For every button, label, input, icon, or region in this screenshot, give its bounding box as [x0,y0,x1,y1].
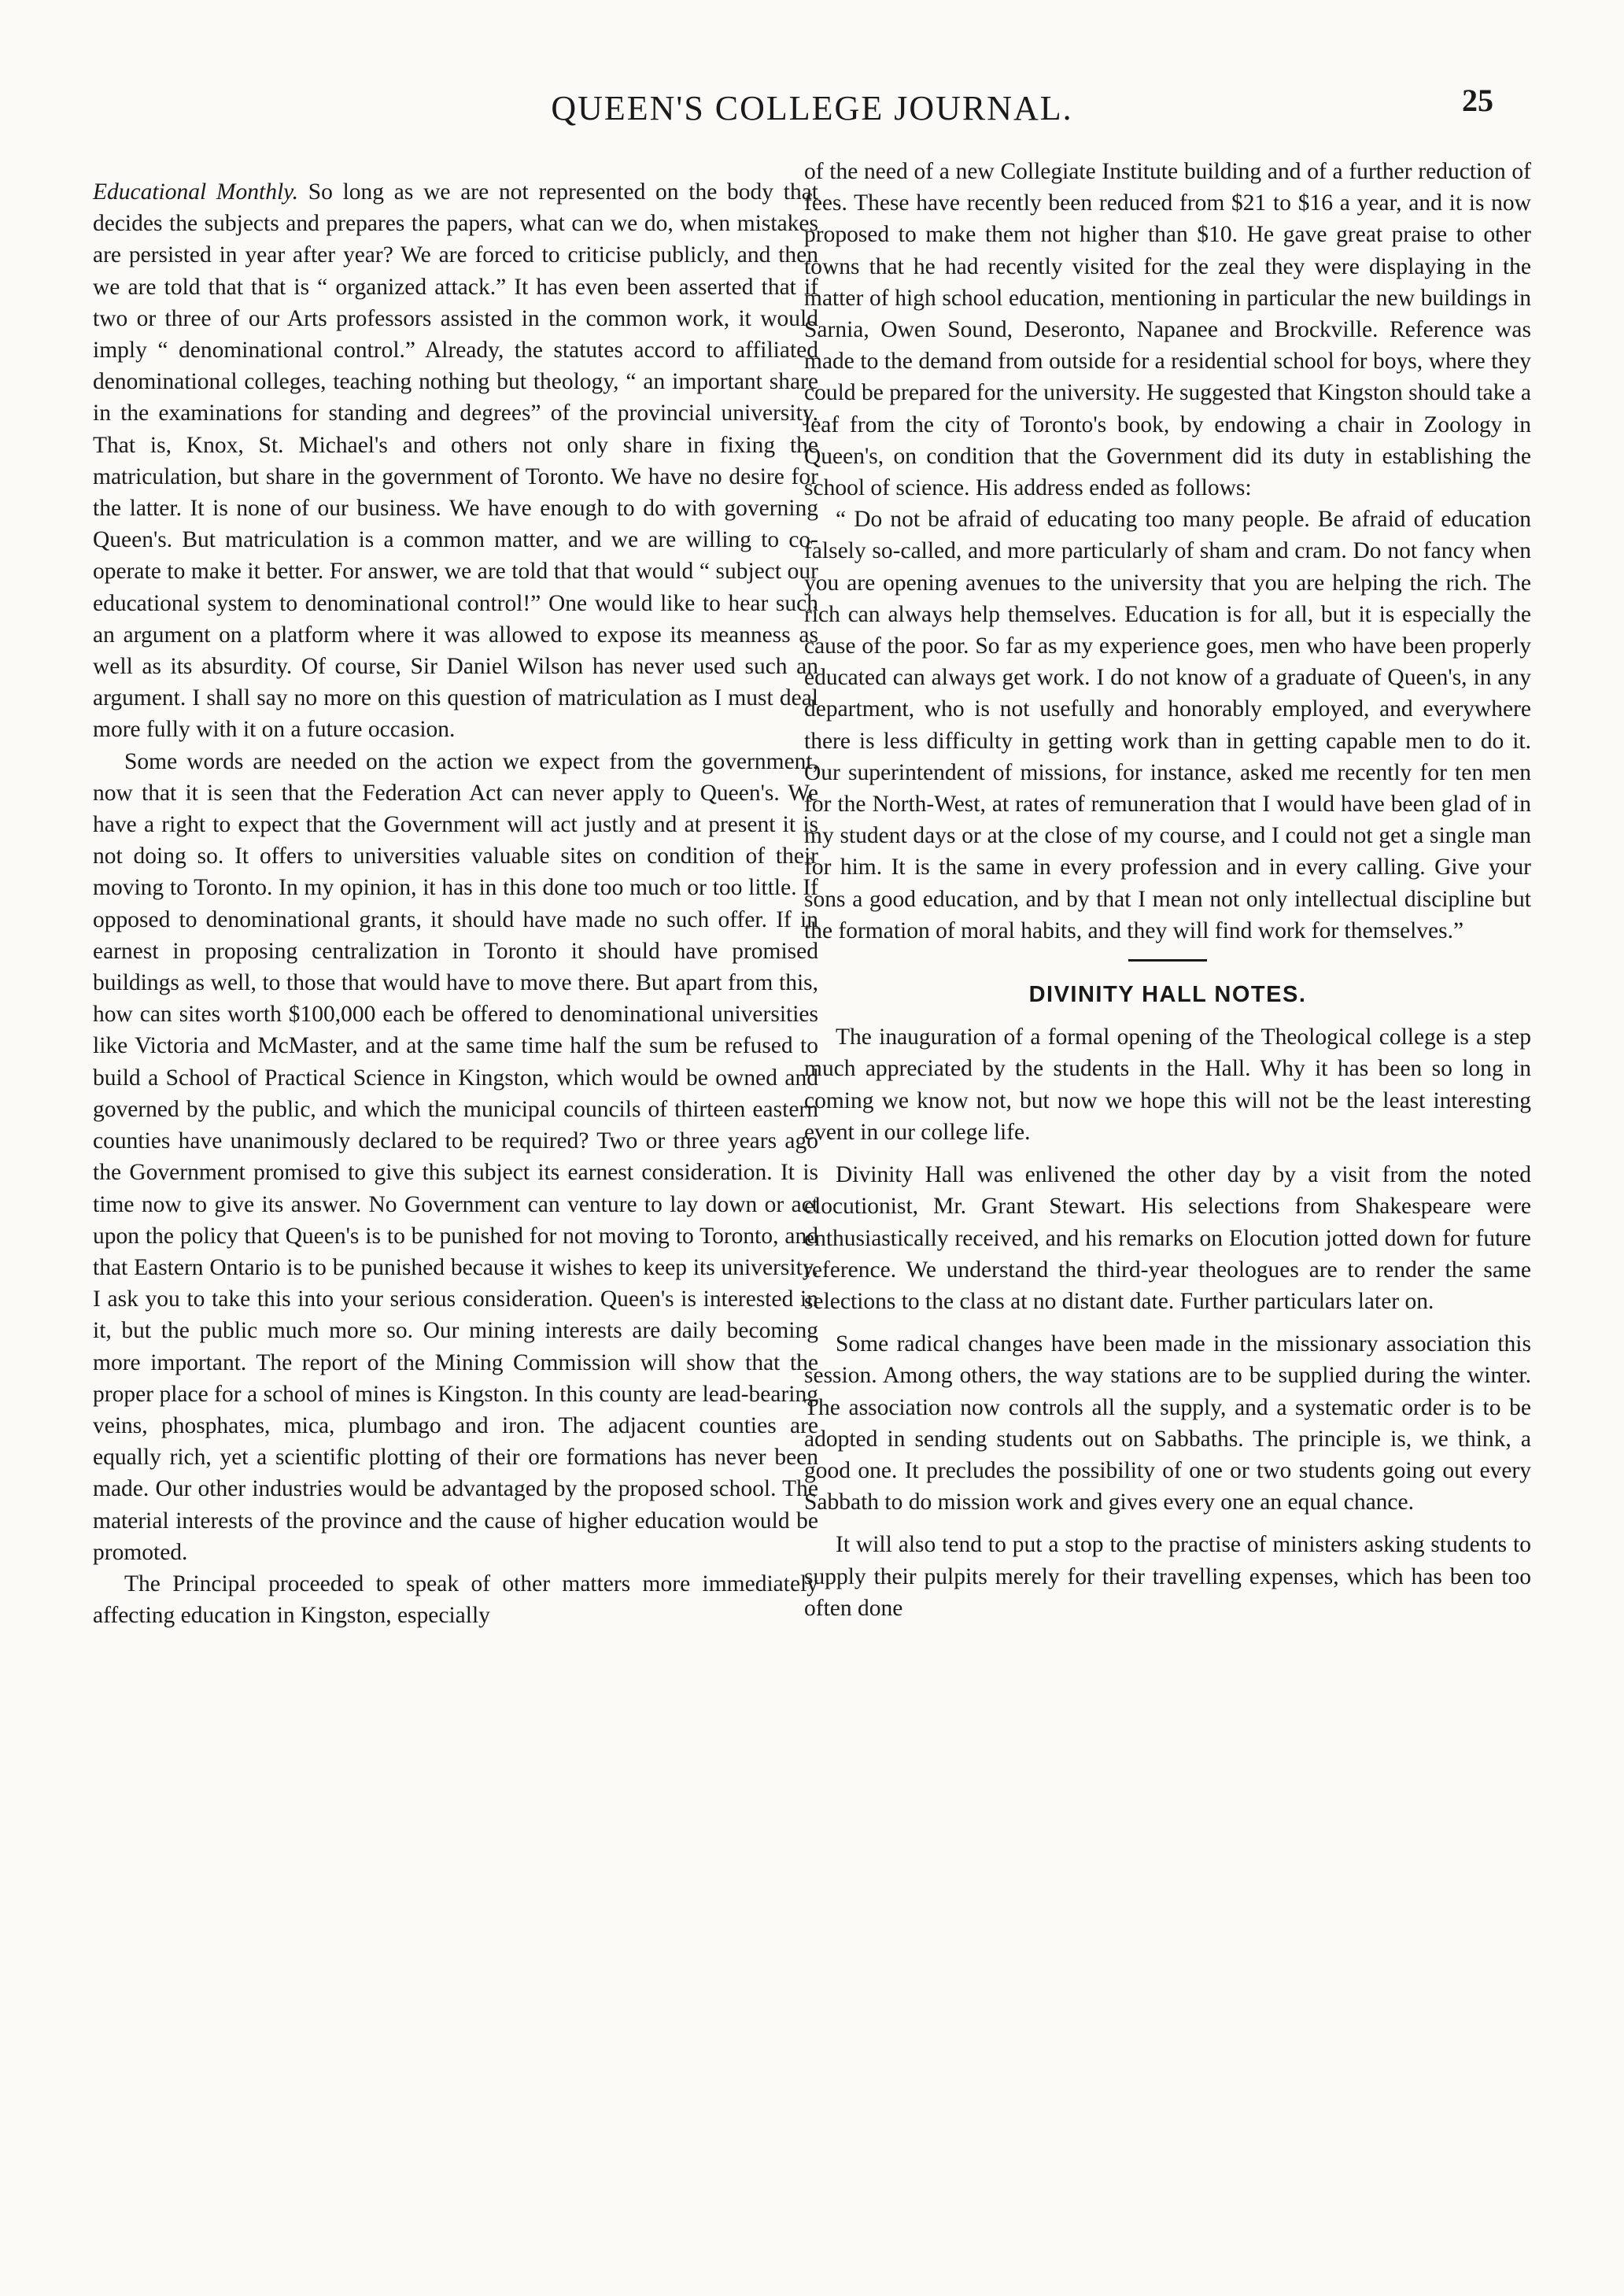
right-column [804,156,1531,1624]
left-paragraph-1 [93,176,818,746]
left-paragraph-2: Some words are needed on the action we expect from the government, now that it is seen that the Federation Act can never apply to Queen's. We have a right to expect that the Government will act justly and at present it is not doing so. It offers to universities valuable sites on condition of their moving to Toronto. In my opinion, it has in this done too much or too little. If opposed to denominational grants, it should have made no such offer. If in earnest in proposing centralization in Toronto it should have promised buildings as well, to those that would have to move there. But apart from this, how can sites worth $100,000 each be offered to denominational universities like Victoria and McMaster, and at the same time half the sum be refused to build a School of Practical Science in Kingston, which would be owned and governed by the public, and which the municipal councils of thirteen eastern counties have unanimously declared to be required? Two or three years ago the Government promised to give this subject its earnest consideration. It is time now to give its answer. No Government can venture to lay down or act upon the policy that Queen's is to be punished for not moving to Toronto, and that Eastern Ontario is to be punished because it wishes to keep its university. I ask you to take this into your serious consideration. Queen's is interested in it, but the public much more so. Our mining interests are daily becoming more important. The report of the Mining Commission will show that the proper place for a school of mines is Kingston. In this county are lead-bearing veins, phosphates, mica, plumbago and iron. The adjacent counties are equally rich, yet a scientific plotting of their ore formations has never been made. Our other industries would be advantaged by the proposed school. The material interests of the province and the cause of higher education would be promoted. [93,748,818,1565]
divinity-paragraph-4: It will also tend to put a stop to the practise of ministers asking students to supply their pulpits merely for their travelling expenses, which has been too often done [804,1532,1531,1621]
running-header-title: QUEEN'S COLLEGE JOURNAL. [551,89,1073,127]
right-paragraph-1: of the need of a new Collegiate Institute building and of a further reduction of fees. These have recently been reduced from $21 to $16 a year, and it is now proposed to make them not higher than $10. He gave great praise to other towns that he had recently visited for the zeal they were displaying in the matter of high school education, mentioning in particular the new buildings in Sarnia, Owen Sound, Deseronto, Napanee and Brockville. Reference was made to the demand from outside for a residential school for boys, where they could be prepared for the university. He suggested that Kingston should take a leaf from the city of Toronto's book, by endowing a chair in Zoology in Queen's, on condition that the Government did its duty in establishing the school of science. His address ended as follows: [804,159,1531,501]
divinity-paragraph-3: Some radical changes have been made in the missionary association this session. Among others, the way stations are to be supplied during the winter. The association now controls all the supply, and a systematic order is to be adopted in sending students out on Sabbaths. The principle is, we think, a good one. It precludes the possibility of one or two students going out every Sabbath to do mission work and gives every one an equal chance. [804,1331,1531,1515]
left-column [93,176,818,1631]
journal-name-italic: Educational Monthly. [93,179,298,205]
section-divider-rule [1128,959,1207,962]
section-heading-divinity-hall: DIVINITY HALL NOTES. [1028,982,1307,1008]
page-number: 25 [1462,83,1493,118]
left-paragraph-1-text: So long as we are not represented on the body that decides the subjects and prepares the papers, what can we do, when mistakes are persisted in year after year? We are forced to criticise publicly, and then we are told that that is “ organized attack.” It has even been asserted that if two or three of our Arts professors assisted in the common work, it would imply “ denominational control.” Already, the statutes accord to affiliated denominational colleges, teaching nothing but theology, “ an important share in the examinations for standing and degrees” of the provincial university. That is, Knox, St. Michael's and others not only share in fixing the matriculation, but share in the government of Toronto. We have no desire for the latter. It is none of our business. We have enough to do with governing Queen's. But matriculation is a common matter, and we are willing to co-operate to make it better. For answer, we are told that that would “ subject our educational system to denominational control!” One would like to hear such an argument on a platform where it was allowed to expose its meanness as well as its absurdity. Of course, Sir Daniel Wilson has never used such an argument. I shall say no more on this question of matriculation as I must deal more fully with it on a future occasion. [93,179,818,743]
divinity-paragraph-2: Divinity Hall was enlivened the other day by a visit from the noted elocutionist, Mr. Grant Stewart. His selections from Shakespeare were enthusiastically received, and his remarks on Elocution jotted down for future reference. We understand the third-year theologues are to render the same selections to the class at no distant date. Further particulars later on. [804,1162,1531,1314]
divinity-paragraph-1: The inauguration of a formal opening of the Theological college is a step much appreciated by the students in the Hall. Why it has been so long in coming we know not, but now we hope this will not be the least interesting event in our college life. [804,1024,1531,1145]
left-paragraph-3: The Principal proceeded to speak of other matters more immediately affecting education in Kingston, especially [93,1571,818,1629]
right-paragraph-2-quote: “ Do not be afraid of educating too many people. Be afraid of education falsely so-called, and more particularly of sham and cram. Do not fancy when you are opening avenues to the university that you are helping the rich. The rich can always help themselves. Education is for all, but it is especially the cause of the poor. So far as my experience goes, men who have been properly educated can always get work. I do not know of a graduate of Queen's, in any department, who is not usefully and honorably employed, and everywhere there is less difficulty in getting work than in getting capable men to do it. Our superintendent of missions, for instance, asked me recently for ten men for the North-West, at rates of remuneration that I would have been glad of in my student days or at the close of my course, and I could not get a single man for him. It is the same in every profession and in every calling. Give your sons a good education, and by that I mean not only intellectual discipline but the formation of moral habits, and they will find work for themselves.” [804,507,1531,943]
